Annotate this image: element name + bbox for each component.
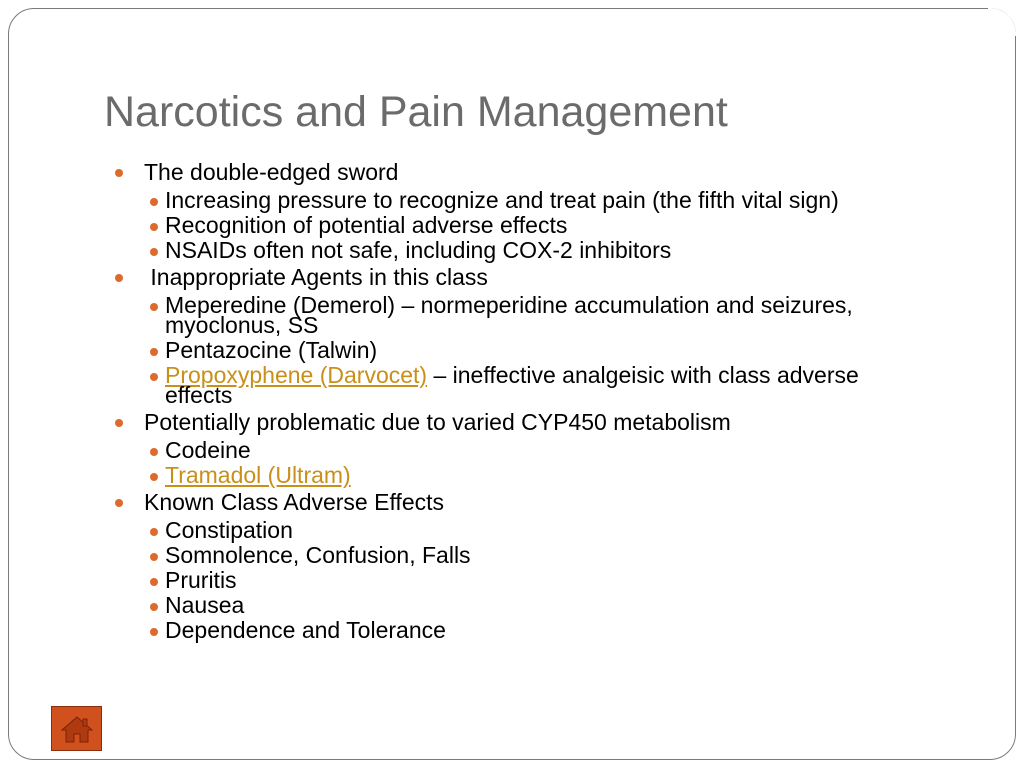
sub-bullet-text: Codeine — [165, 437, 251, 463]
sub-bullet-item — [135, 462, 904, 487]
sub-bullet-text: Increasing pressure to recognize and treat pain (the fifth vital sign) — [165, 187, 839, 213]
bullet-marker — [115, 499, 123, 507]
bullet-item — [104, 159, 904, 262]
sub-bullet-text: NSAIDs often not safe, including COX-2 inhibitors — [165, 237, 672, 263]
sub-bullet-text: Pentazocine (Talwin) — [165, 337, 378, 363]
slide-title: Narcotics and Pain Management — [104, 88, 728, 136]
bullet-marker — [150, 248, 158, 256]
bullet-marker — [115, 169, 123, 177]
sub-bullet-text: Constipation — [165, 517, 293, 543]
bullet-marker — [150, 198, 158, 206]
bullet-marker — [150, 223, 158, 231]
bullet-marker — [115, 419, 123, 427]
bullet-item — [104, 489, 904, 642]
sub-bullet-text: Somnolence, Confusion, Falls — [165, 542, 471, 568]
slide-content — [104, 157, 904, 644]
bullet-text: The double-edged sword — [144, 159, 399, 185]
sub-bullet-text: Recognition of potential adverse effects — [165, 212, 568, 238]
bullet-list — [104, 159, 904, 642]
sub-bullet-list — [144, 292, 904, 407]
sub-bullet-text: Dependence and Tolerance — [165, 617, 446, 643]
bullet-item — [104, 264, 904, 407]
bullet-marker — [150, 473, 158, 481]
sub-bullet-item — [135, 292, 904, 337]
sub-bullet-text: – ineffective analgeisic with class adverse effects — [165, 362, 859, 408]
home-icon — [60, 714, 94, 744]
bullet-text: Potentially problematic due to varied CYP450 metabolism — [144, 409, 731, 435]
slide-corner — [988, 8, 1016, 36]
bullet-marker — [150, 528, 158, 536]
sub-bullet-item — [135, 437, 904, 462]
bullet-marker — [150, 628, 158, 636]
sub-bullet-item — [135, 567, 904, 592]
sub-bullet-list — [144, 437, 904, 487]
bullet-marker — [150, 373, 158, 381]
sub-bullet-text: Nausea — [165, 592, 245, 618]
bullet-marker — [150, 348, 158, 356]
bullet-marker — [150, 448, 158, 456]
sub-bullet-list — [144, 517, 904, 642]
bullet-text: Known Class Adverse Effects — [144, 489, 444, 515]
bullet-marker — [150, 303, 158, 311]
propoxyphene-link[interactable]: Propoxyphene (Darvocet) — [165, 362, 428, 388]
bullet-marker — [150, 553, 158, 561]
sub-bullet-text: Meperedine (Demerol) – normeperidine accumulation and seizures, myoclonus, SS — [165, 292, 853, 338]
sub-bullet-item — [135, 187, 904, 212]
bullet-marker — [115, 274, 123, 282]
sub-bullet-list — [144, 187, 904, 262]
tramadol-link[interactable]: Tramadol (Ultram) — [165, 462, 351, 488]
sub-bullet-item — [135, 592, 904, 617]
sub-bullet-text: Pruritis — [165, 567, 237, 593]
sub-bullet-item — [135, 542, 904, 567]
sub-bullet-item — [135, 617, 904, 642]
bullet-text: Inappropriate Agents in this class — [144, 264, 488, 290]
sub-bullet-item — [135, 517, 904, 542]
sub-bullet-item — [135, 237, 904, 262]
bullet-marker — [150, 603, 158, 611]
bullet-item — [104, 409, 904, 487]
sub-bullet-item — [135, 212, 904, 237]
home-button[interactable] — [51, 706, 102, 751]
sub-bullet-item — [135, 337, 904, 362]
bullet-marker — [150, 578, 158, 586]
sub-bullet-item — [135, 362, 904, 407]
